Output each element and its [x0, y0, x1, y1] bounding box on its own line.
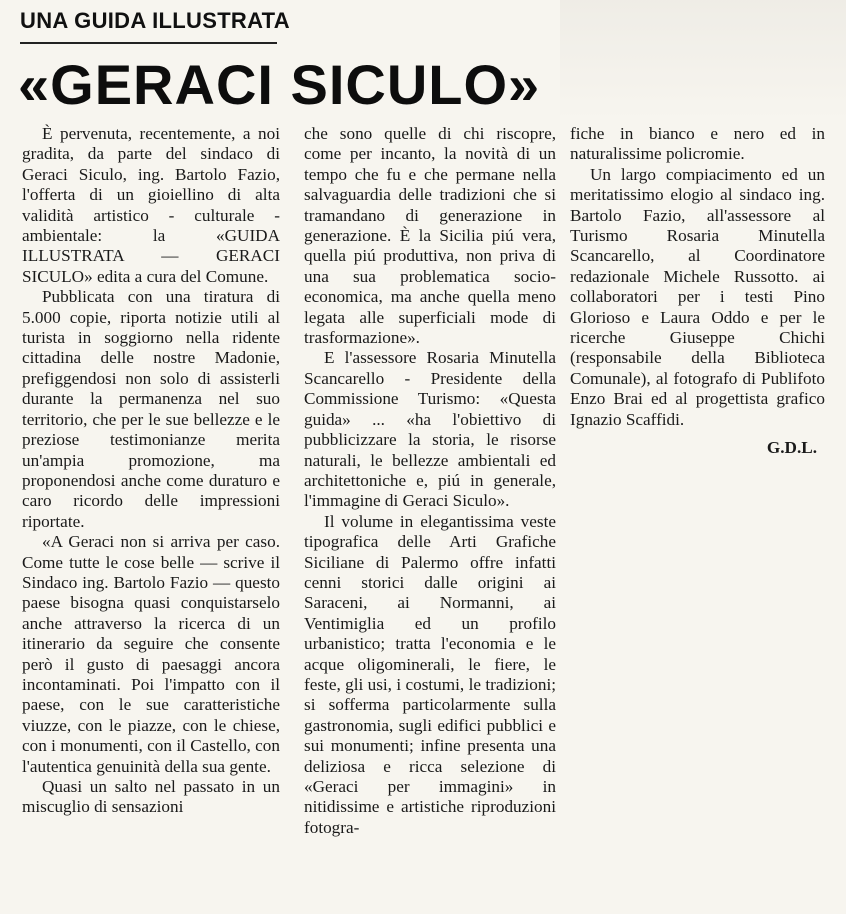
article-headline: «GERACI SICULO»	[18, 53, 541, 116]
paragraph: Il volume in elegantissima veste tipografica delle Arti Grafiche Siciliane di Palermo offre infatti cenni storici dalle origini ai Saraceni, ai Normanni, ai Ventimiglia ed un profilo urbanistico; tratta l'economia e le acque oligominerali, le fiere, le feste, gli usi, i costumi, le tradizioni; si sofferma particolarmente sulla gastronomia, sugli edifici pubblici e sui monumenti; infine presenta una deliziosa e ricca selezione di «Geraci per immagini» in nitidissime e artistiche riproduzioni fotogra-	[304, 511, 556, 837]
article-column-1	[22, 124, 280, 818]
paragraph: che sono quelle di chi riscopre, come per incanto, la novità di un tempo che fu e che permane nella salvaguardia delle tradizioni che si tramandano di generazione in generazione. È la Sicilia piú vera, quella piú produttiva, non priva di una sua problematica socio-economica, ma anche quella meno legata alle superficiali mode di trasformazione».	[304, 124, 556, 348]
paragraph: Quasi un salto nel passato in un miscuglio di sensazioni	[22, 777, 280, 817]
article-kicker: UNA GUIDA ILLUSTRATA	[20, 8, 290, 33]
page-shading	[560, 0, 846, 120]
article-column-3	[570, 124, 825, 459]
article-column-2	[304, 124, 556, 838]
paragraph: fiche in bianco e nero ed in naturalissime policromie.	[570, 124, 825, 164]
paragraph: E l'assessore Rosaria Minutella Scancarello - Presidente della Commissione Turismo: «Questa guida» ... «ha l'obiettivo di pubblicizzare la storia, le risorse naturali, le bellezze ambientali ed architettoniche e, piú in generale, l'immagine di Geraci Siculo».	[304, 348, 556, 511]
paragraph: È pervenuta, recentemente, a noi gradita, da parte del sindaco di Geraci Siculo, ing. Bartolo Fazio, l'offerta di un gioiellino di alta validità artistico - culturale - ambientale: la «GUIDA ILLUSTRATA — GERACI SICULO» edita a cura del Comune.	[22, 124, 280, 286]
paragraph: «A Geraci non si arriva per caso. Come tutte le cose belle — scrive il Sindaco ing. Bartolo Fazio — questo paese bisogna quasi conquistarselo anche attraverso la ricerca di un itinerario da seguire che consente però il gusto di paesaggi ancora incontaminati. Poi l'impatto con il paese, con le sue caratteristiche viuzze, con le piazze, con le chiese, con i monumenti, con il Castello, con l'autentica genuinità della sua gente.	[22, 532, 280, 776]
kicker-underline	[20, 42, 277, 44]
paragraph: Pubblicata con una tiratura di 5.000 copie, riporta notizie utili al turista in soggiorno nella ridente cittadina delle nostre Madonie, prefiggendosi non solo di assisterli durante la permanenza nel suo territorio, che per le sue bellezze e le preziose testimonianze merita un'ampia promozione, ma proponendosi anche come duraturo e caro ricordo delle impressioni riportate.	[22, 287, 280, 531]
author-signature: G.D.L.	[766, 438, 817, 458]
paragraph: Un largo compiacimento ed un meritatissimo elogio al sindaco ing. Bartolo Fazio, all'assessore al Turismo Rosaria Minutella Scancarello, al Coordinatore redazionale Michele Russotto. ai collaboratori per i testi Pino Glorioso e Laura Oddo e per le ricerche Giuseppe Chichi (responsabile della Biblioteca Comunale), al fotografo di Publifoto Enzo Brai ed al progettista grafico Ignazio Scaffidi.	[570, 164, 825, 429]
